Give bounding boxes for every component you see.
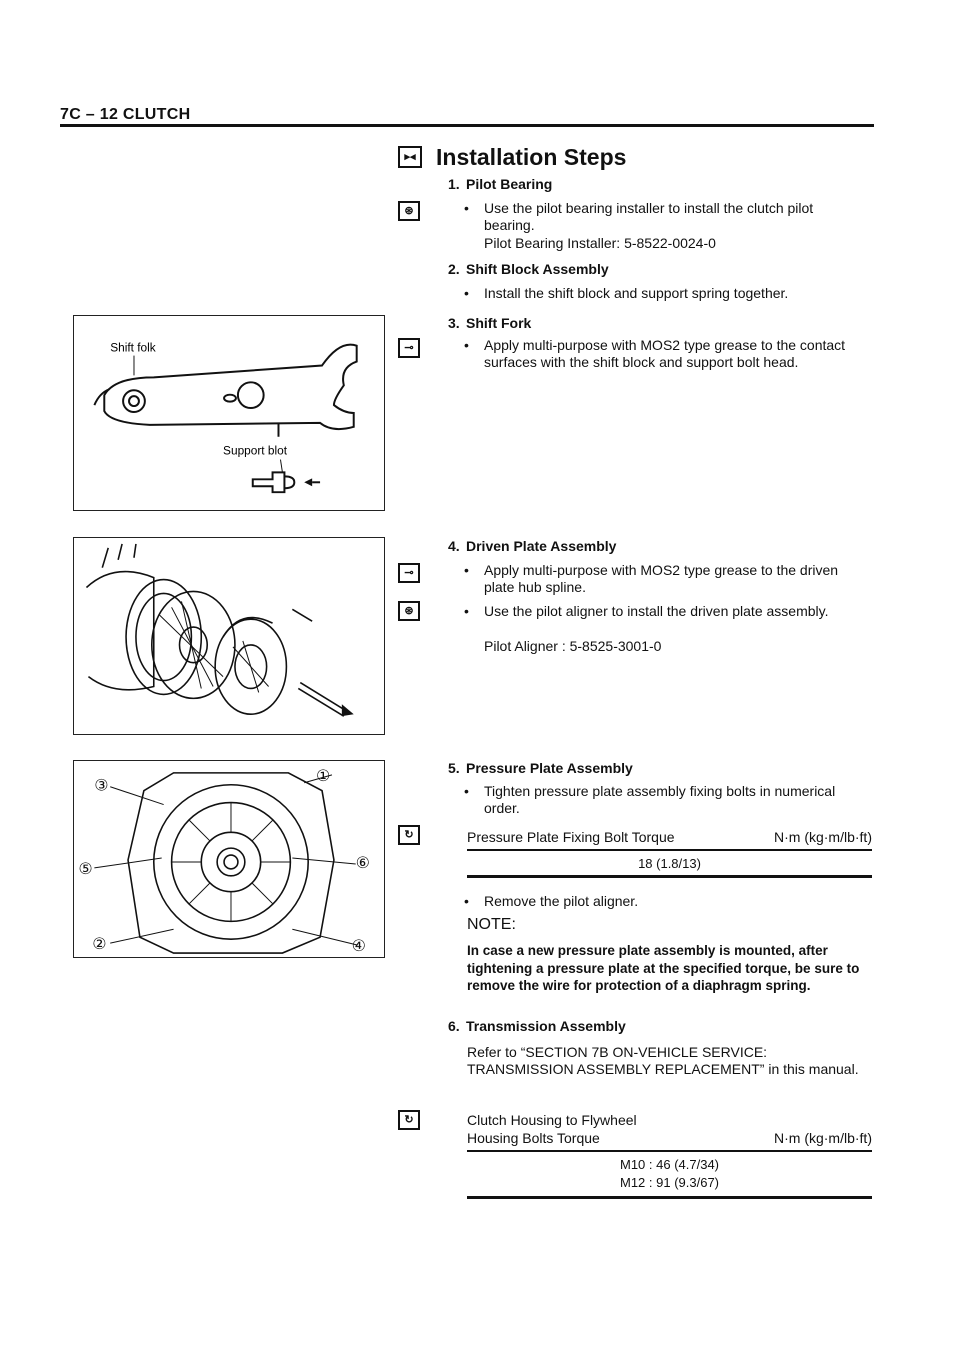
step-2-bullet: • Install the shift block and support spring together. (464, 285, 789, 301)
step-1-title: 1. Pilot Bearing (448, 176, 553, 192)
torque-rule-bottom-2 (467, 1196, 872, 1199)
torque-icon: ↻ (398, 825, 420, 845)
step-5-bullet-1: • Tighten pressure plate assembly fixing bolts in numerical order. (464, 783, 836, 816)
step-4-tool: Pilot Aligner : 5-8525-3001-0 (484, 638, 662, 654)
step-5-title: 5. Pressure Plate Assembly (448, 760, 633, 776)
bolt-number-2: ② (92, 934, 107, 954)
bolt-number-1: ① (316, 765, 331, 785)
torque-rule-bottom (467, 875, 872, 878)
section-title: Installation Steps (436, 144, 627, 170)
torque-icon: ↻ (398, 1110, 420, 1130)
header-rule (60, 124, 874, 127)
torque-value: 18 (1.8/13) (638, 856, 701, 871)
note-label: NOTE: (467, 916, 516, 933)
special-tool-icon: ⊛ (398, 601, 420, 621)
torque-rule-top (467, 849, 872, 851)
figure-shift-fork (73, 315, 385, 511)
label-support-blot: Support blot (223, 443, 288, 458)
step-2-title: 2. Shift Block Assembly (448, 261, 609, 277)
label-shift-folk: Shift folk (110, 340, 156, 355)
step-1-tool: Pilot Bearing Installer: 5-8522-0024-0 (484, 235, 716, 251)
step-3-title: 3. Shift Fork (448, 315, 532, 331)
install-steps-icon: ▸◂ (398, 146, 422, 168)
figure-bolt-order (73, 760, 385, 958)
step-5-bullet-2: • Remove the pilot aligner. (464, 893, 639, 909)
figure-driven-plate (73, 537, 385, 735)
step-6-title: 6. Transmission Assembly (448, 1018, 626, 1034)
torque-row-pressure-plate: Pressure Plate Fixing Bolt Torque N·m (kg·m/lb·ft) (467, 829, 872, 845)
special-tool-icon: ⊛ (398, 201, 420, 221)
torque-value-m12: M12 : 91 (9.3/67) (620, 1175, 719, 1190)
step-1-bullet: • Use the pilot bearing installer to install the clutch pilot bearing. (464, 200, 814, 233)
step-4-title: 4. Driven Plate Assembly (448, 538, 617, 554)
grease-icon: ⊸ (398, 338, 420, 358)
step-4-bullet-2: • Use the pilot aligner to install the driven plate assembly. (464, 603, 829, 619)
torque-value-m10: M10 : 46 (4.7/34) (620, 1157, 719, 1172)
torque-rule-top-2 (467, 1150, 872, 1152)
step-3-bullet: • Apply multi-purpose with MOS2 type grease to the contact surfaces with the shift block and support bolt head. (464, 337, 846, 370)
step-4-bullet-1: • Apply multi-purpose with MOS2 type grease to the driven plate hub spline. (464, 562, 839, 595)
bolt-number-6: ⑥ (355, 852, 370, 872)
torque-label-1: Clutch Housing to Flywheel (467, 1112, 637, 1128)
bolt-number-3: ③ (94, 775, 109, 795)
step-6-text: Refer to “SECTION 7B ON-VEHICLE SERVICE: TRANSMISSION ASSEMBLY REPLACEMENT” in this manual. (467, 1044, 859, 1077)
note-text: In case a new pressure plate assembly is mounted, after tightening a pressure plate at the specified torque, be sure to remove the wire for protection of a diaphragm spring. (467, 943, 860, 993)
page-header: 7C – 12 CLUTCH (60, 106, 191, 123)
torque-row-housing: Housing Bolts Torque N·m (kg·m/lb·ft) (467, 1130, 872, 1146)
bolt-number-5: ⑤ (78, 858, 93, 878)
bolt-number-4: ④ (351, 936, 366, 956)
grease-icon: ⊸ (398, 563, 420, 583)
